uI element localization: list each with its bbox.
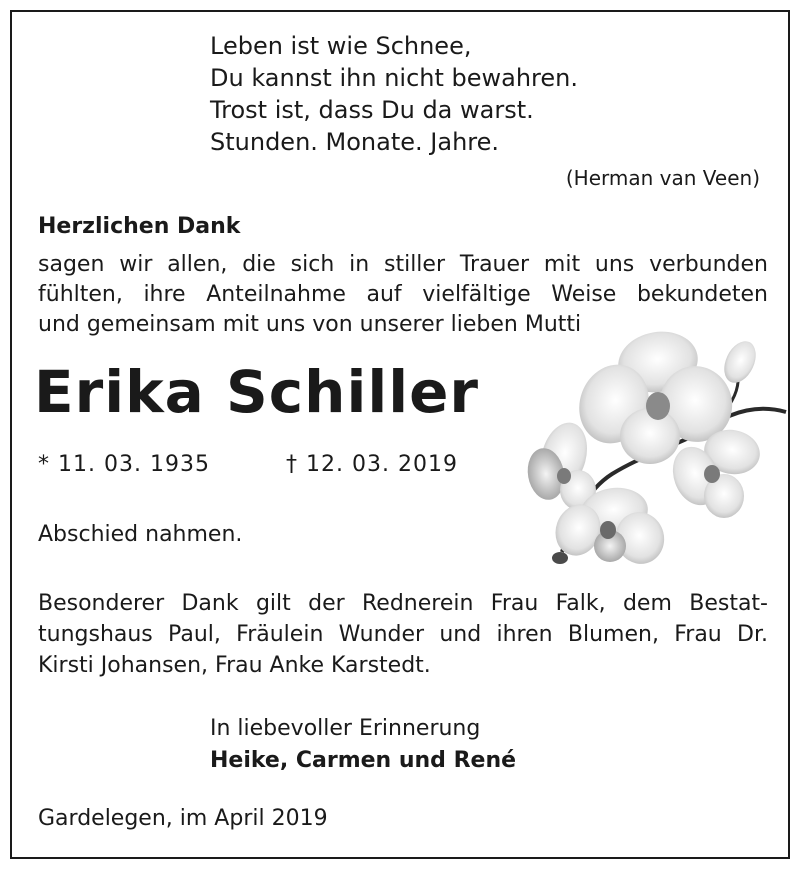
thanks-heading: Herzlichen Dank — [38, 214, 241, 239]
death-date: † 12. 03. 2019 — [286, 452, 458, 477]
memory-line: In liebevoller Erinnerung — [210, 716, 481, 741]
thanks-line: sagen wir allen, die sich in stiller Trauer mit uns verbunden — [38, 252, 768, 277]
special-thanks-text — [38, 588, 768, 681]
signers: Heike, Carmen und René — [210, 748, 517, 773]
special-thanks-line: tungshaus Paul, Fräulein Wunder und ihren Blumen, Frau Dr. — [38, 622, 768, 647]
farewell-text: Abschied nahmen. — [38, 522, 243, 547]
special-thanks-line: Kirsti Johansen, Frau Anke Karstedt. — [38, 653, 431, 678]
special-thanks-line: Besonderer Dank gilt der Rednerein Frau Falk, dem Bestat- — [38, 591, 768, 616]
orchid-flower-icon — [518, 324, 788, 569]
thanks-line: und gemeinsam mit uns von unserer lieben Mutti — [38, 312, 582, 337]
thanks-line: fühlten, ihre Anteilnahme auf vielfältige Weise bekundeten — [38, 282, 768, 307]
poem — [210, 30, 578, 158]
poem-line: Leben ist wie Schnee, — [210, 32, 472, 60]
obituary-notice — [10, 10, 790, 859]
poem-author: (Herman van Veen) — [565, 166, 760, 190]
deceased-name: Erika Schiller — [34, 358, 480, 426]
poem-line: Trost ist, dass Du da warst. — [210, 96, 534, 124]
place-date: Gardelegen, im April 2019 — [38, 806, 328, 831]
poem-line: Stunden. Monate. Jahre. — [210, 128, 500, 156]
birth-date: * 11. 03. 1935 — [38, 452, 210, 477]
poem-line: Du kannst ihn nicht bewahren. — [210, 64, 579, 92]
